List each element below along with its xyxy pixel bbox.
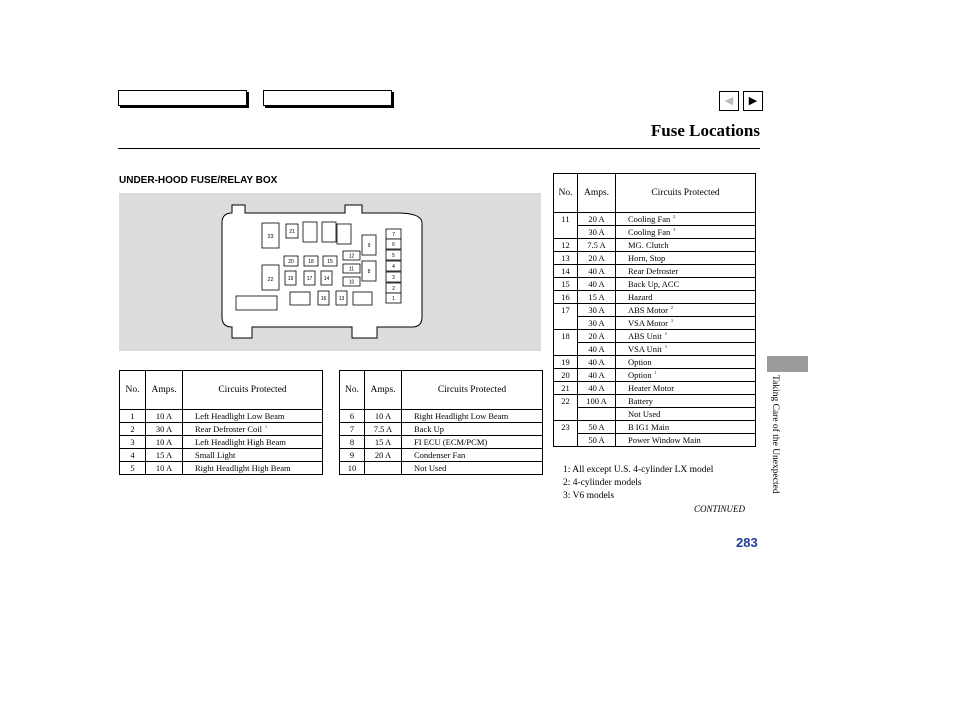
- fuse-circuit: [183, 423, 323, 436]
- fuse-table-2: [339, 370, 543, 475]
- fuse-circuit: [183, 462, 323, 475]
- fuse-number: [340, 410, 365, 423]
- fuse-amps-text: 10 A: [155, 463, 173, 473]
- fuse-circuit-text: Right Headlight Low Beam: [414, 411, 509, 421]
- fuse-amps: [365, 436, 402, 449]
- fuse-number-text: 3: [130, 437, 135, 447]
- table-row: [554, 265, 756, 278]
- fuse-label-8: 8: [367, 269, 371, 275]
- relay-b: [322, 222, 336, 242]
- table-row: [554, 226, 756, 239]
- next-page-button[interactable]: [743, 91, 763, 111]
- fuse-amps-text: 100 A: [586, 396, 607, 406]
- fuse-circuit: [616, 265, 756, 278]
- fuse-number: [120, 410, 146, 423]
- fuse-label-22: 22: [267, 277, 274, 283]
- fuse-number-text: 20: [561, 370, 570, 380]
- table-row: [554, 291, 756, 304]
- fuse-number-text: 15: [561, 279, 570, 289]
- fuse-circuit-text: Small Light: [195, 450, 236, 460]
- fuse-circuit-text: Not Used: [414, 463, 447, 473]
- fuse-amps-text: 30 A: [588, 318, 605, 328]
- fuse-label-15: 15: [327, 259, 333, 265]
- footnote-ref: 1: [654, 370, 657, 375]
- fuse-circuit-text: Left Headlight Low Beam: [195, 411, 285, 421]
- previous-page-button[interactable]: [719, 91, 739, 111]
- title-divider: [118, 148, 760, 149]
- triangle-right-icon: ▶: [748, 94, 758, 107]
- fuse-number-text: 4: [130, 450, 135, 460]
- fuse-circuit-text: MG. Clutch: [628, 240, 669, 250]
- fuse-circuit-text: Cooling Fan: [628, 227, 671, 237]
- fuse-number: [554, 343, 578, 356]
- fuse-number-text: 9: [349, 450, 355, 460]
- header-circuits: Circuits Protected: [616, 174, 756, 213]
- fuse-amps: [365, 423, 402, 436]
- fuse-circuit: [616, 278, 756, 291]
- fuse-circuit: [616, 421, 756, 434]
- fuse-number: [554, 330, 578, 343]
- fuse-box-diagram: [119, 193, 541, 351]
- table-row: [120, 410, 323, 423]
- fuse-circuit-text: Back Up, ACC: [628, 279, 680, 289]
- fuse-circuit-text: Rear Defroster: [628, 266, 679, 276]
- fuse-amps-text: 10 A: [155, 411, 173, 421]
- fuse-amps: [146, 410, 183, 423]
- fuse-circuit-text: Cooling Fan: [628, 214, 671, 224]
- table-row: [554, 239, 756, 252]
- fuse-number-text: 7: [349, 424, 355, 434]
- fuse-amps: [578, 343, 616, 356]
- fuse-amps: [578, 317, 616, 330]
- page-title: Fuse Locations: [650, 121, 760, 140]
- fuse-number-text: 2: [130, 424, 135, 434]
- fuse-table-1: [119, 370, 323, 475]
- fuse-amps: [146, 462, 183, 475]
- fuse-number: [554, 265, 578, 278]
- fuse-number: [120, 449, 146, 462]
- fuse-amps-text: 10 A: [374, 411, 392, 421]
- fuse-amps-text: 40 A: [588, 370, 605, 380]
- fuse-label-7: 7: [392, 232, 395, 238]
- fuse-number-text: 5: [130, 463, 135, 473]
- fuse-amps: [146, 436, 183, 449]
- fuse-amps-text: 40 A: [588, 344, 605, 354]
- fuse-number: [554, 252, 578, 265]
- fuse-label-10: 10: [348, 279, 355, 286]
- fuse-circuit-text: FI ECU (ECM/PCM): [414, 437, 488, 447]
- table-row: [554, 304, 756, 317]
- fuse-number-text: 16: [561, 292, 570, 302]
- fuse-number: [120, 436, 146, 449]
- fuse-amps-text: 30 A: [588, 305, 605, 315]
- fuse-number-text: 18: [561, 331, 570, 342]
- fuse-amps-text: 20 A: [588, 331, 605, 341]
- fuse-label-13: 13: [338, 296, 345, 302]
- fuse-circuit-text: Not Used: [628, 409, 661, 419]
- fuse-circuit: [616, 226, 756, 239]
- fuse-label-2: 2: [392, 286, 395, 292]
- table-row: [120, 423, 323, 436]
- fuse-circuit: [616, 317, 756, 330]
- fuse-amps: [578, 395, 616, 408]
- fuse-label-19: 19: [287, 276, 294, 282]
- fuse-circuit-text: ABS Motor: [628, 305, 668, 315]
- fuse-number: [120, 462, 146, 475]
- fuse-number-text: 22: [561, 396, 570, 407]
- fuse-label-12: 12: [348, 253, 355, 260]
- footnote-ref: 2: [664, 331, 667, 336]
- fuse-circuit: [402, 449, 543, 462]
- fuse-number: [554, 226, 578, 239]
- fuse-amps: [578, 304, 616, 317]
- fuse-circuit-text: B IG1 Main: [628, 422, 670, 432]
- table-row: [554, 382, 756, 395]
- fuse-number: [554, 317, 578, 330]
- nav-box-right[interactable]: [263, 90, 392, 106]
- fuse-amps: [578, 369, 616, 382]
- table-row: [120, 436, 323, 449]
- table-row: [554, 434, 756, 447]
- fuse-label-14: 14: [323, 276, 330, 282]
- fuse-amps-text: 30 A: [155, 424, 173, 434]
- spare-slot-a: [290, 292, 310, 305]
- fuse-label-4: 4: [392, 264, 395, 270]
- fuse-number: [554, 395, 578, 408]
- fuse-label-1: 1: [392, 296, 395, 302]
- fuse-amps: [578, 252, 616, 265]
- footnote-2: 2: 4-cylinder models: [563, 478, 642, 488]
- footnote-ref: 3: [673, 227, 676, 232]
- fuse-number: [554, 304, 578, 317]
- fuse-number-text: 21: [561, 383, 570, 393]
- fuse-amps: [578, 408, 616, 421]
- table-row: [120, 462, 323, 475]
- fuse-circuit-text: Heater Motor: [628, 383, 675, 393]
- fuse-amps: [578, 213, 616, 226]
- fuse-circuit-text: VSA Motor: [628, 318, 668, 328]
- table-row: [340, 462, 543, 475]
- fuse-number: [554, 239, 578, 252]
- triangle-left-icon: ◀: [724, 94, 734, 107]
- fuse-amps: [578, 278, 616, 291]
- fuse-number-text: 14: [561, 266, 570, 276]
- fuse-amps: [146, 423, 183, 436]
- fuse-amps: [365, 462, 402, 475]
- relay-a: [303, 222, 317, 242]
- fuse-amps: [578, 421, 616, 434]
- fuse-amps-text: 20 A: [374, 450, 392, 460]
- fuse-circuit-text: Horn, Stop: [628, 253, 666, 263]
- fuse-amps: [578, 239, 616, 252]
- fuse-circuit: [616, 252, 756, 265]
- fuse-circuit: [616, 382, 756, 395]
- fuse-circuit: [616, 213, 756, 226]
- table-row: [120, 449, 323, 462]
- fuse-circuit-text: Right Headlight High Beam: [195, 463, 291, 473]
- fuse-amps: [578, 330, 616, 343]
- fuse-amps-text: 15 A: [588, 292, 605, 302]
- fuse-amps-text: 50 A: [588, 435, 605, 445]
- fuse-circuit-text: Power Window Main: [628, 435, 701, 445]
- fuse-number: [554, 434, 578, 447]
- fuse-circuit-text: Hazard: [628, 292, 653, 302]
- fuse-number-text: 17: [561, 305, 570, 316]
- fuse-circuit: [402, 423, 543, 436]
- fuse-number: [340, 436, 365, 449]
- fuse-label-20: 20: [288, 259, 294, 265]
- header-no: No.: [120, 371, 146, 410]
- fuse-label-21: 21: [289, 229, 295, 235]
- fuse-label-6: 6: [392, 242, 395, 248]
- fuse-amps-text: 40 A: [588, 383, 605, 393]
- fuse-number: [554, 291, 578, 304]
- fuse-circuit: [616, 330, 756, 343]
- fuse-label-5: 5: [392, 253, 395, 259]
- table-row: [554, 408, 756, 421]
- table-row: [554, 252, 756, 265]
- table-row: [340, 449, 543, 462]
- fuse-table-3: [553, 173, 756, 447]
- fuse-amps-text: 40 A: [588, 279, 605, 289]
- footnote-ref: 3: [664, 344, 667, 349]
- fuse-amps: [365, 410, 402, 423]
- table-row: [554, 278, 756, 291]
- header-circuits: Circuits Protected: [183, 371, 323, 410]
- fuse-circuit: [616, 369, 756, 382]
- fuse-amps-text: 7.5 A: [587, 240, 606, 250]
- fuse-amps-text: 7.5 A: [373, 424, 393, 434]
- spare-slot-large: [236, 296, 277, 310]
- table-row: [554, 421, 756, 434]
- fuse-number: [554, 382, 578, 395]
- relay-c: [337, 224, 351, 244]
- fuse-number-text: 1: [130, 411, 135, 421]
- table-row: [554, 213, 756, 226]
- fuse-circuit: [616, 356, 756, 369]
- fuse-amps-text: 20 A: [588, 253, 605, 263]
- fuse-number-text: 6: [349, 411, 355, 421]
- fuse-number: [554, 369, 578, 382]
- header-amps: Amps.: [365, 371, 402, 410]
- fuse-circuit-text: Battery: [628, 396, 654, 406]
- fuse-number-text: 23: [561, 422, 570, 433]
- fuse-label-9: 9: [367, 243, 371, 249]
- table-row: [340, 410, 543, 423]
- fuse-amps: [578, 265, 616, 278]
- fuse-amps: [146, 449, 183, 462]
- fuse-label-3: 3: [392, 275, 395, 281]
- fuse-number: [554, 213, 578, 226]
- footnote-ref: 2: [673, 214, 676, 219]
- fuse-circuit-text: Left Headlight High Beam: [195, 437, 286, 447]
- fuse-amps: [365, 449, 402, 462]
- fuse-label-11: 11: [348, 266, 355, 273]
- fuse-label-16: 16: [320, 296, 327, 302]
- header-no: No.: [554, 174, 578, 213]
- fuse-number: [340, 423, 365, 436]
- fuse-amps-text: 15 A: [155, 450, 173, 460]
- header-no: No.: [340, 371, 365, 410]
- fuse-amps: [578, 434, 616, 447]
- fuse-number: [554, 356, 578, 369]
- fuse-circuit-text: ABS Unit: [628, 331, 662, 341]
- fuse-number: [340, 449, 365, 462]
- fuse-amps-text: 15 A: [374, 437, 392, 447]
- fuse-amps-text: 10 A: [155, 437, 173, 447]
- fuse-amps: [578, 226, 616, 239]
- fuse-amps-text: 40 A: [588, 357, 605, 367]
- footnote-3: 3: V6 models: [563, 491, 615, 501]
- table-row: [340, 436, 543, 449]
- fuse-circuit: [616, 239, 756, 252]
- fuse-amps-text: 50 A: [588, 422, 605, 432]
- table-row: [554, 343, 756, 356]
- fuse-circuit: [402, 436, 543, 449]
- table-row: [554, 369, 756, 382]
- fuse-number: [340, 462, 365, 475]
- fuse-circuit: [616, 304, 756, 317]
- fuse-amps-text: 30 A: [588, 227, 605, 237]
- page-number: 283: [736, 535, 758, 550]
- table-row: [554, 317, 756, 330]
- fuse-circuit-text: Back Up: [414, 424, 444, 434]
- fuse-label-23: 23: [267, 234, 274, 240]
- fuse-amps: [578, 356, 616, 369]
- fuse-label-18: 18: [308, 259, 314, 265]
- header-amps: Amps.: [146, 371, 183, 410]
- fuse-number: [554, 408, 578, 421]
- fuse-circuit-text: Condenser Fan: [414, 450, 466, 460]
- section-tab-label: Taking Care of the Unexpected: [770, 375, 780, 494]
- fuse-circuit: [183, 436, 323, 449]
- nav-box-left[interactable]: [118, 90, 247, 106]
- continued-label: CONTINUED: [694, 504, 746, 514]
- fuse-circuit: [183, 410, 323, 423]
- footnote-ref: 2: [670, 305, 673, 310]
- fuse-circuit-text: Option: [628, 357, 652, 367]
- fuse-circuit: [616, 434, 756, 447]
- fuse-circuit: [616, 408, 756, 421]
- fuse-number-text: 13: [561, 253, 570, 263]
- fuse-circuit-text: Option: [628, 370, 652, 380]
- fuse-circuit: [616, 343, 756, 356]
- fuse-circuit: [402, 462, 543, 475]
- table-row: [554, 356, 756, 369]
- footnote-ref: 3: [670, 318, 673, 323]
- fuse-circuit-text: VSA Unit: [628, 344, 662, 354]
- footnote-1: 1: All except U.S. 4-cylinder LX model: [563, 465, 714, 475]
- fuse-number-text: 19: [561, 357, 570, 367]
- fuse-circuit: [616, 291, 756, 304]
- fuse-number-text: 11: [561, 214, 570, 225]
- fuse-number: [554, 421, 578, 434]
- table-row: [554, 395, 756, 408]
- fuse-number: [120, 423, 146, 436]
- fuse-label-17: 17: [306, 276, 313, 282]
- fuse-amps-text: 40 A: [588, 266, 605, 276]
- fuse-number-text: 8: [349, 437, 355, 447]
- fuse-circuit-text: Rear Defroster Coil: [195, 424, 263, 434]
- fuse-circuit: [402, 410, 543, 423]
- section-tab-marker: [767, 356, 808, 372]
- fuse-amps: [578, 291, 616, 304]
- fuse-amps-text: 20 A: [588, 214, 605, 224]
- spare-slot-b: [353, 292, 372, 305]
- fuse-circuit: [616, 395, 756, 408]
- header-circuits: Circuits Protected: [402, 371, 543, 410]
- header-amps: Amps.: [578, 174, 616, 213]
- table-row: [554, 330, 756, 343]
- fuse-number: [554, 278, 578, 291]
- footnote-ref: 1: [265, 424, 268, 429]
- table-row: [340, 423, 543, 436]
- fuse-amps: [578, 382, 616, 395]
- fuse-number-text: 12: [561, 240, 570, 250]
- fuse-circuit: [183, 449, 323, 462]
- fuse-number-text: 10: [347, 463, 357, 473]
- section-label: UNDER-HOOD FUSE/RELAY BOX: [119, 175, 278, 186]
